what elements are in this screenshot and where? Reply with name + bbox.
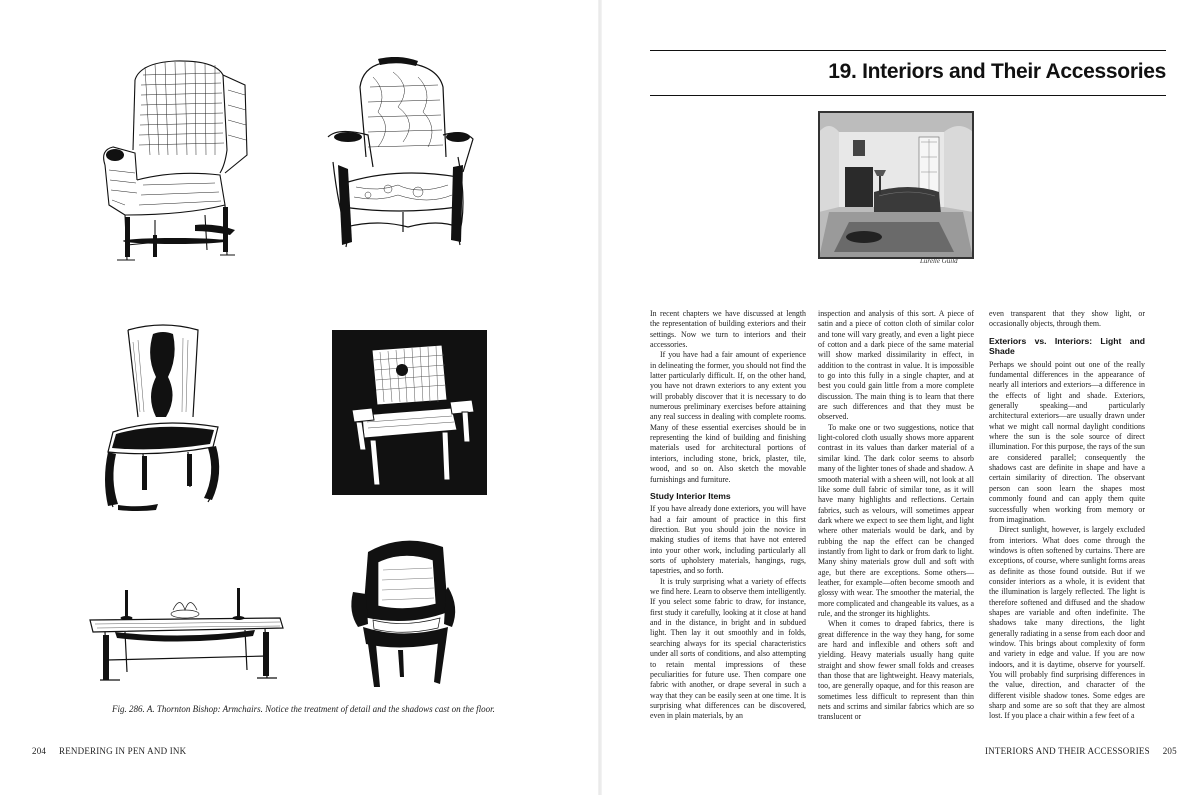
book-gutter [598,0,602,795]
body-paragraph: Direct sunlight, however, is largely excluded from interiors. What does come through the windows is often softened by curtains. There are exceptions, of course, where sunlight forms areas as definite as those found outside. But if we consider interiors as a whole, it is evident that the illumination is largely reflected. The light is therefore softened and diffused and the shadow shapes are variable and often indefinite. The shadows take many directions, the light generally radiating in a sense from each door and window. This brings about complexity of form and variety in edge and value. If you are now indoors, and it is daytime, observe for yourself. You will probably find surprising differences in the value, direction, and character of the different visible shadow tones. Some edges are sharp and some are so soft that they are almost lost. If you place a chair within a few feet of a [989,525,1146,721]
chapter-title: 19. Interiors and Their Accessories [828,60,1166,83]
right-folio [985,746,1177,756]
left-page-number: 204 [32,746,47,756]
interior-photo [818,111,974,259]
refectory-table-illustration [85,580,285,690]
body-paragraph: When it comes to draped fabrics, there is great difference in the way they hang, for some are hard and inflexible and others soft and yielding. Heavy materials usually hang quite straight and show fewer small folds and creases than those that are lightweight. Heavy materials, too, are generally opaque, and for this reason are sometimes less difficult to represent than thin nets and scrims and similar fabrics which are so translucent or [818,619,974,722]
cane-back-armchair-illustration [332,330,487,495]
body-paragraph: It is truly surprising what a variety of effects we find here. Learn to observe them intelligently. If you select some fabric to draw, for instance, first study it carefully, looking at it close at hand and in the distance, in bright and in subdued light. Then lay it out smoothly and in folds, searching always for its special characteristics under all sorts of conditions, and also attempting to retain mental impressions of these peculiarities for future use. Then compare one fabric with another, or drape several in such a way that they can be easily seen at one time. It is surprising what differences can be discovered, even in plain materials, by an [650,576,806,721]
title-bottom-rule [650,95,1166,96]
title-top-rule [650,50,1166,51]
body-paragraph: Perhaps we should point out one of the really fundamental differences in the appearance of nearly all interiors and exteriors—a difference in the effects of light and shade. Exteriors, generally speaking—and particularly architectural exteriors—are usually drawn under what we might call normal daylight conditions where the sun is the sole source of direct illumination. For this purpose, the rays of the sun are considered parallel; consequently the shadows cast are definite in shape and have a certain similarity of direction. The observant person can soon learn the shapes most commonly found and can apply them quite successfully when working from memory or from imagination. [989,359,1145,524]
left-folio [32,746,186,756]
text-column-1 [650,309,806,722]
tub-armchair-illustration [348,532,460,692]
section-heading: Study Interior Items [650,490,731,501]
carved-armchair-illustration [318,57,483,252]
text-column-3 [989,309,1145,722]
body-paragraph: even transparent that they show light, or occasionally objects, through them. [989,309,1145,329]
right-page-number: 205 [1162,746,1177,756]
body-paragraph: inspection and analysis of this sort. A piece of satin and a piece of cotton cloth of similar color and tone will vary greatly, and even a light piece of cotton and a dark piece of the same material will show marked dissimilarity in effect, in addition to the contrast in value. It is impossible to go into this fully in a single chapter, and at best you could gain little from a more complete discussion. The main thing is to learn that there are such differences and that they must be observed. [818,309,974,422]
photo-credit: Lurelle Guild [920,257,958,265]
section-heading: Exteriors vs. Interiors: Light and Shade [989,335,1145,357]
body-paragraph: If you have already done exteriors, you will have had a fair amount of practice in this first direction. But you should join the novice in making studies of items that have not entered into your other work, including particularly all sorts of upholstery materials, hangings, rugs, tapestries, and so forth. [650,504,806,576]
body-paragraph: If you have had a fair amount of experience in delineating the former, you should not find the latter particularly difficult. If, on the other hand, you have not drawn exteriors to any extent you will probably discover that it is necessary to do numerous preliminary exercises before attaining any real success in dealing with complete rooms. Many of these essential exercises should be in representing the kind of building and finishing materials used for architectural portions of interiors, including stone, brick, plaster, tile, wood, and so on. Also sketch the movable furnishings and furniture. [650,350,806,484]
queen-anne-chair-illustration [98,322,228,512]
wingback-armchair-illustration [95,55,255,270]
right-running-head: INTERIORS AND THEIR ACCESSORIES [985,746,1150,756]
text-column-2 [818,309,974,723]
body-paragraph: To make one or two suggestions, notice that light-colored cloth usually shows more apparent contrast in its values than darker material of a similar kind. The dark color seems to absorb many of the lighter tones of shade and shadow. A smooth material with a sheen will, not look at all like some dull fabric of similar tone, as it will have many highlights and reflections. Certain fabrics, such as velours, will sometimes appear dark where we expect to see them light, and light where other materials would be dark, and by rubbing the nap the effect can be changed instantly from light to dark or from dark to light. Many shiny materials grow dull and soft with age, but there are exceptions. Some others—leather, for example—often become smooth and glossy with wear. The smoother the material, the more complicated and changeable its values, as a rule, and the stronger its highlights. [818,422,974,618]
body-paragraph: In recent chapters we have discussed at length the representation of building exteriors and their settings. Now we turn to interiors and their accessories. [650,309,806,350]
left-running-head: RENDERING IN PEN AND INK [59,746,187,756]
figure-caption: Fig. 286. A. Thornton Bishop: Armchairs. Notice the treatment of detail and the shadows cast on the floor. [112,704,495,714]
